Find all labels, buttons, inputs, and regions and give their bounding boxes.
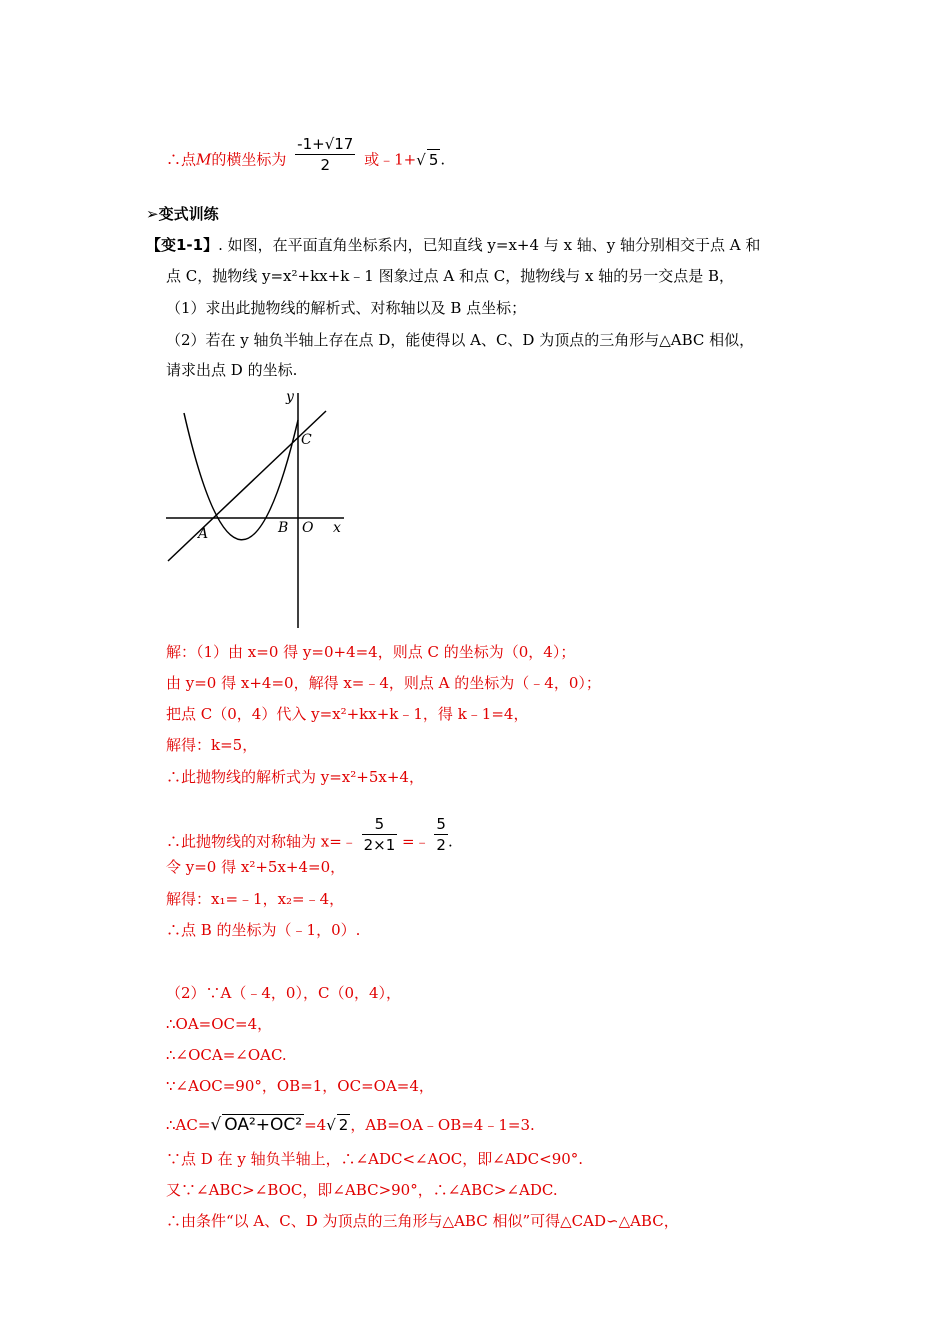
part2-2: ∴OA=OC=4，	[166, 1015, 273, 1033]
intro-middle: 的横坐标为	[211, 150, 287, 169]
section-title: ➢变式训练	[146, 205, 219, 223]
problem-line1: 【变1-1】. 如图，在平面直角坐标系内，已知直线 y=x+4 与 x 轴、y 轴分别相交于点 A 和	[146, 236, 761, 254]
fraction-axis-1: $\frac{5}{2\times 1}$	[363, 815, 396, 854]
sqrt-2: √ 2	[326, 1116, 349, 1134]
sqrt-ac: √ OA²+OC²	[210, 1115, 303, 1135]
part2-1: （2）∵A（﹣4，0），C（0，4），	[166, 984, 402, 1002]
label-o: O	[302, 520, 314, 536]
fraction-m	[295, 134, 355, 175]
label-x: x	[333, 520, 341, 536]
frac-den: 2	[320, 156, 331, 174]
intro-or: 或﹣1+	[364, 150, 417, 169]
graph-figure	[160, 385, 360, 635]
label-b: B	[278, 520, 289, 536]
sol-2: 由 y=0 得 x+4=0，解得 x=﹣4，则点 A 的坐标为（﹣4，0）；	[166, 674, 601, 692]
sol-3: 把点 C（0，4）代入 y=x²+kx+k﹣1，得 k﹣1=4，	[166, 705, 529, 723]
intro-line: ∴点M的横坐标为 $\frac{-1+√17}{2}$ 或﹣1+√ 5 .	[166, 135, 446, 174]
problem-tag: 【变1-1】	[146, 236, 219, 254]
sol-1: 解：（1）由 x=0 得 y=0+4=4，则点 C 的坐标为（0，4）；	[166, 643, 576, 661]
intro-prefix: ∴点	[166, 150, 197, 169]
part2-6: ∵点 D 在 y 轴负半轴上，∴∠ADC<∠AOC，即∠ADC<90°.	[166, 1150, 584, 1168]
sol-7: 令 y=0 得 x²+5x+4=0，	[166, 858, 346, 876]
question-2: （2）若在 y 轴负半轴上存在点 D，能使得以 A、C、D 为顶点的三角形与△ABC 相似，	[166, 331, 755, 349]
part2-7: 又∵∠ABC>∠BOC，即∠ABC>90°，∴∠ABC>∠ADC.	[166, 1181, 558, 1199]
sol-5: ∴此抛物线的解析式为 y=x²+5x+4，	[166, 768, 424, 786]
fraction-axis-2: $\frac{5}{2}$	[436, 815, 446, 854]
part2-8: ∴由条件“以 A、C、D 为顶点的三角形与△ABC 相似”可得△CAD∽△ABC，	[166, 1212, 679, 1230]
part2-4: ∵∠AOC=90°，OB=1，OC=OA=4，	[166, 1077, 434, 1095]
var-m: M	[196, 150, 212, 169]
sol-8: 解得：x₁=﹣1，x₂=﹣4，	[166, 890, 345, 908]
sol-6: ∴此抛物线的对称轴为 x=﹣ $\frac{5}{2\times 1}$ =﹣ $\frac{5}{2}$ .	[166, 815, 453, 854]
question-2b: 请求出点 D 的坐标.	[166, 361, 298, 379]
frac-num: -1+√17	[297, 135, 354, 153]
label-c: C	[301, 432, 312, 448]
part2-5: ∴AC=√ OA²+OC² =4√ 2 ，AB=OA﹣OB=4﹣1=3.	[166, 1115, 535, 1135]
label-y: y	[286, 389, 294, 405]
problem-line2: 点 C，抛物线 y=x²+kx+k﹣1 图象过点 A 和点 C，抛物线与 x 轴的另一交点是 B，	[166, 267, 735, 285]
question-1: （1）求出此抛物线的解析式、对称轴以及 B 点坐标；	[166, 299, 527, 317]
sqrt-5: √ 5	[416, 150, 439, 169]
label-a: A	[198, 526, 209, 542]
part2-3: ∴∠OCA=∠OAC.	[166, 1046, 287, 1064]
sol-4: 解得：k=5，	[166, 736, 258, 754]
sol-9: ∴点 B 的坐标为（﹣1，0）.	[166, 921, 361, 939]
